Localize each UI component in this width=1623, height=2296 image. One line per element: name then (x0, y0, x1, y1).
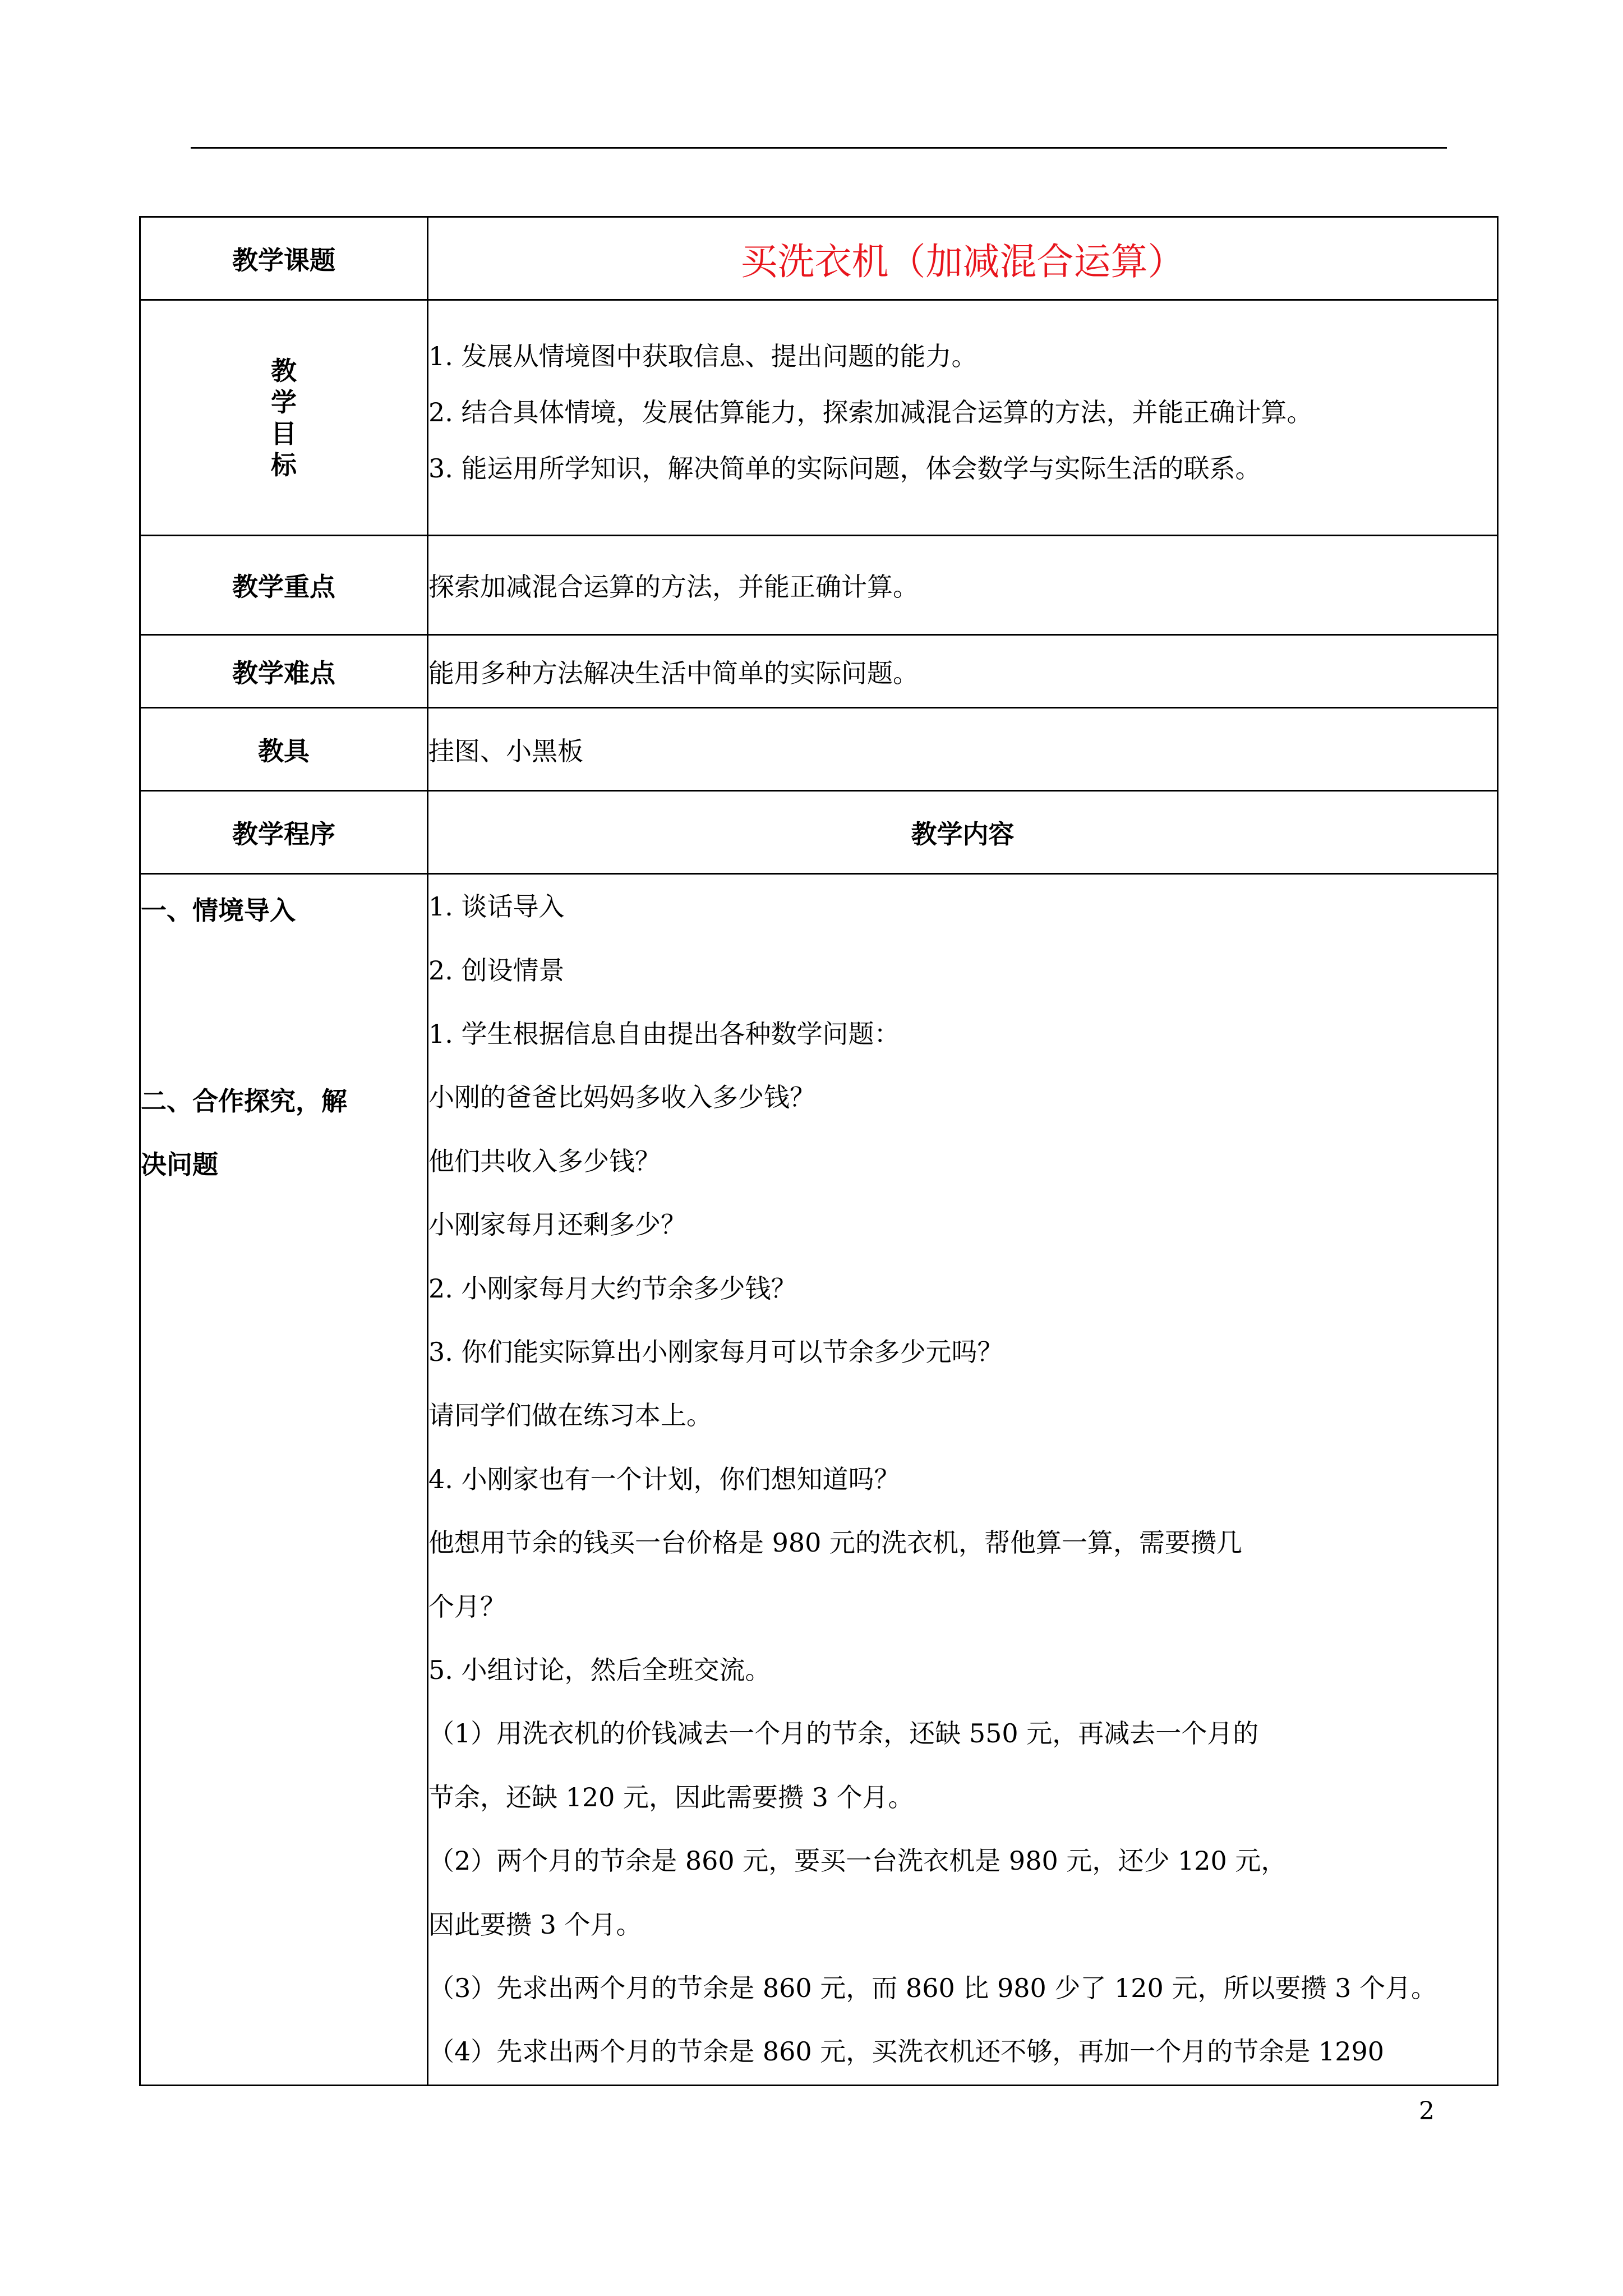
tools-label: 教具 (140, 708, 428, 791)
goals-label-char: 标 (271, 449, 297, 480)
content-line: （2）两个月的节余是 860 元，要买一台洗衣机是 980 元，还少 120 元， (428, 1846, 1287, 1876)
row-topic (140, 217, 1498, 300)
lesson-title: 买洗衣机（加减混合运算） (428, 217, 1498, 300)
content-line: 他想用节余的钱买一台价格是 980 元的洗衣机，帮他算一算，需要攒几 (428, 1527, 1243, 1558)
row-procedure (140, 874, 1498, 2086)
page-number: 2 (1419, 2097, 1435, 2125)
difficulty-value: 能用多种方法解决生活中简单的实际问题。 (428, 635, 1498, 708)
content-line: （3）先求出两个月的节余是 860 元，而 860 比 980 少了 120 元，所以要攒 3 个月。 (428, 1972, 1437, 2003)
content-line: 因此要攒 3 个月。 (428, 1909, 642, 1940)
lesson-plan-table (139, 216, 1498, 2086)
row-goals (140, 300, 1498, 536)
content-line: 1. 谈话导入 (428, 891, 565, 922)
content-line: 小刚的爸爸比妈妈多收入多少钱？ (428, 1082, 815, 1113)
content-line: 4. 小刚家也有一个计划，你们想知道吗？ (428, 1464, 900, 1494)
content-line: 3. 你们能实际算出小刚家每月可以节余多少元吗？ (428, 1337, 1003, 1368)
procedure-content (428, 874, 1498, 2086)
content-line: 1. 学生根据信息自由提出各种数学问题： (428, 1019, 900, 1050)
goals-label-char: 教 (271, 355, 297, 386)
difficulty-label: 教学难点 (140, 635, 428, 708)
content-line: 他们共收入多少钱？ (428, 1145, 661, 1176)
content-line: 节余，还缺 120 元，因此需要攒 3 个月。 (428, 1782, 914, 1812)
content-line: 个月？ (428, 1591, 506, 1622)
row-key-point (140, 536, 1498, 635)
content-line: 小刚家每月还剩多少？ (428, 1209, 686, 1240)
goals-label-char: 目 (271, 418, 297, 449)
key-point-value: 探索加减混合运算的方法，并能正确计算。 (428, 536, 1498, 635)
content-line: （1）用洗衣机的价钱减去一个月的节余，还缺 550 元，再减去一个月的 (428, 1718, 1259, 1749)
content-line: 5. 小组讨论，然后全班交流。 (428, 1654, 771, 1685)
goal-item: 3. 能运用所学知识，解决简单的实际问题，体会数学与实际生活的联系。 (428, 453, 1261, 484)
content-line: 请同学们做在练习本上。 (428, 1400, 712, 1431)
goal-item: 2. 结合具体情境，发展估算能力，探索加减混合运算的方法，并能正确计算。 (428, 397, 1313, 427)
goals-label-char: 学 (271, 386, 297, 417)
goals-label (140, 300, 428, 536)
topic-label: 教学课题 (140, 217, 428, 300)
content-line: 2. 小刚家每月大约节余多少钱？ (428, 1273, 797, 1304)
stage-label: 一、情境导入 (141, 895, 296, 926)
goals-content (428, 300, 1498, 536)
content-line: （4）先求出两个月的节余是 860 元，买洗衣机还不够，再加一个月的节余是 1290 (428, 2036, 1384, 2067)
stage-label: 二、合作探究，解 (141, 1085, 347, 1116)
goal-item: 1. 发展从情境图中获取信息、提出问题的能力。 (428, 341, 978, 371)
procedure-header: 教学程序 (140, 791, 428, 874)
procedure-stages (140, 874, 428, 2086)
content-line: 2. 创设情景 (428, 955, 565, 986)
content-header: 教学内容 (428, 791, 1498, 874)
stage-label: 决问题 (141, 1149, 218, 1180)
tools-value: 挂图、小黑板 (428, 708, 1498, 791)
row-difficulty (140, 635, 1498, 708)
row-tools (140, 708, 1498, 791)
header-rule (191, 147, 1447, 149)
key-point-label: 教学重点 (140, 536, 428, 635)
row-header (140, 791, 1498, 874)
